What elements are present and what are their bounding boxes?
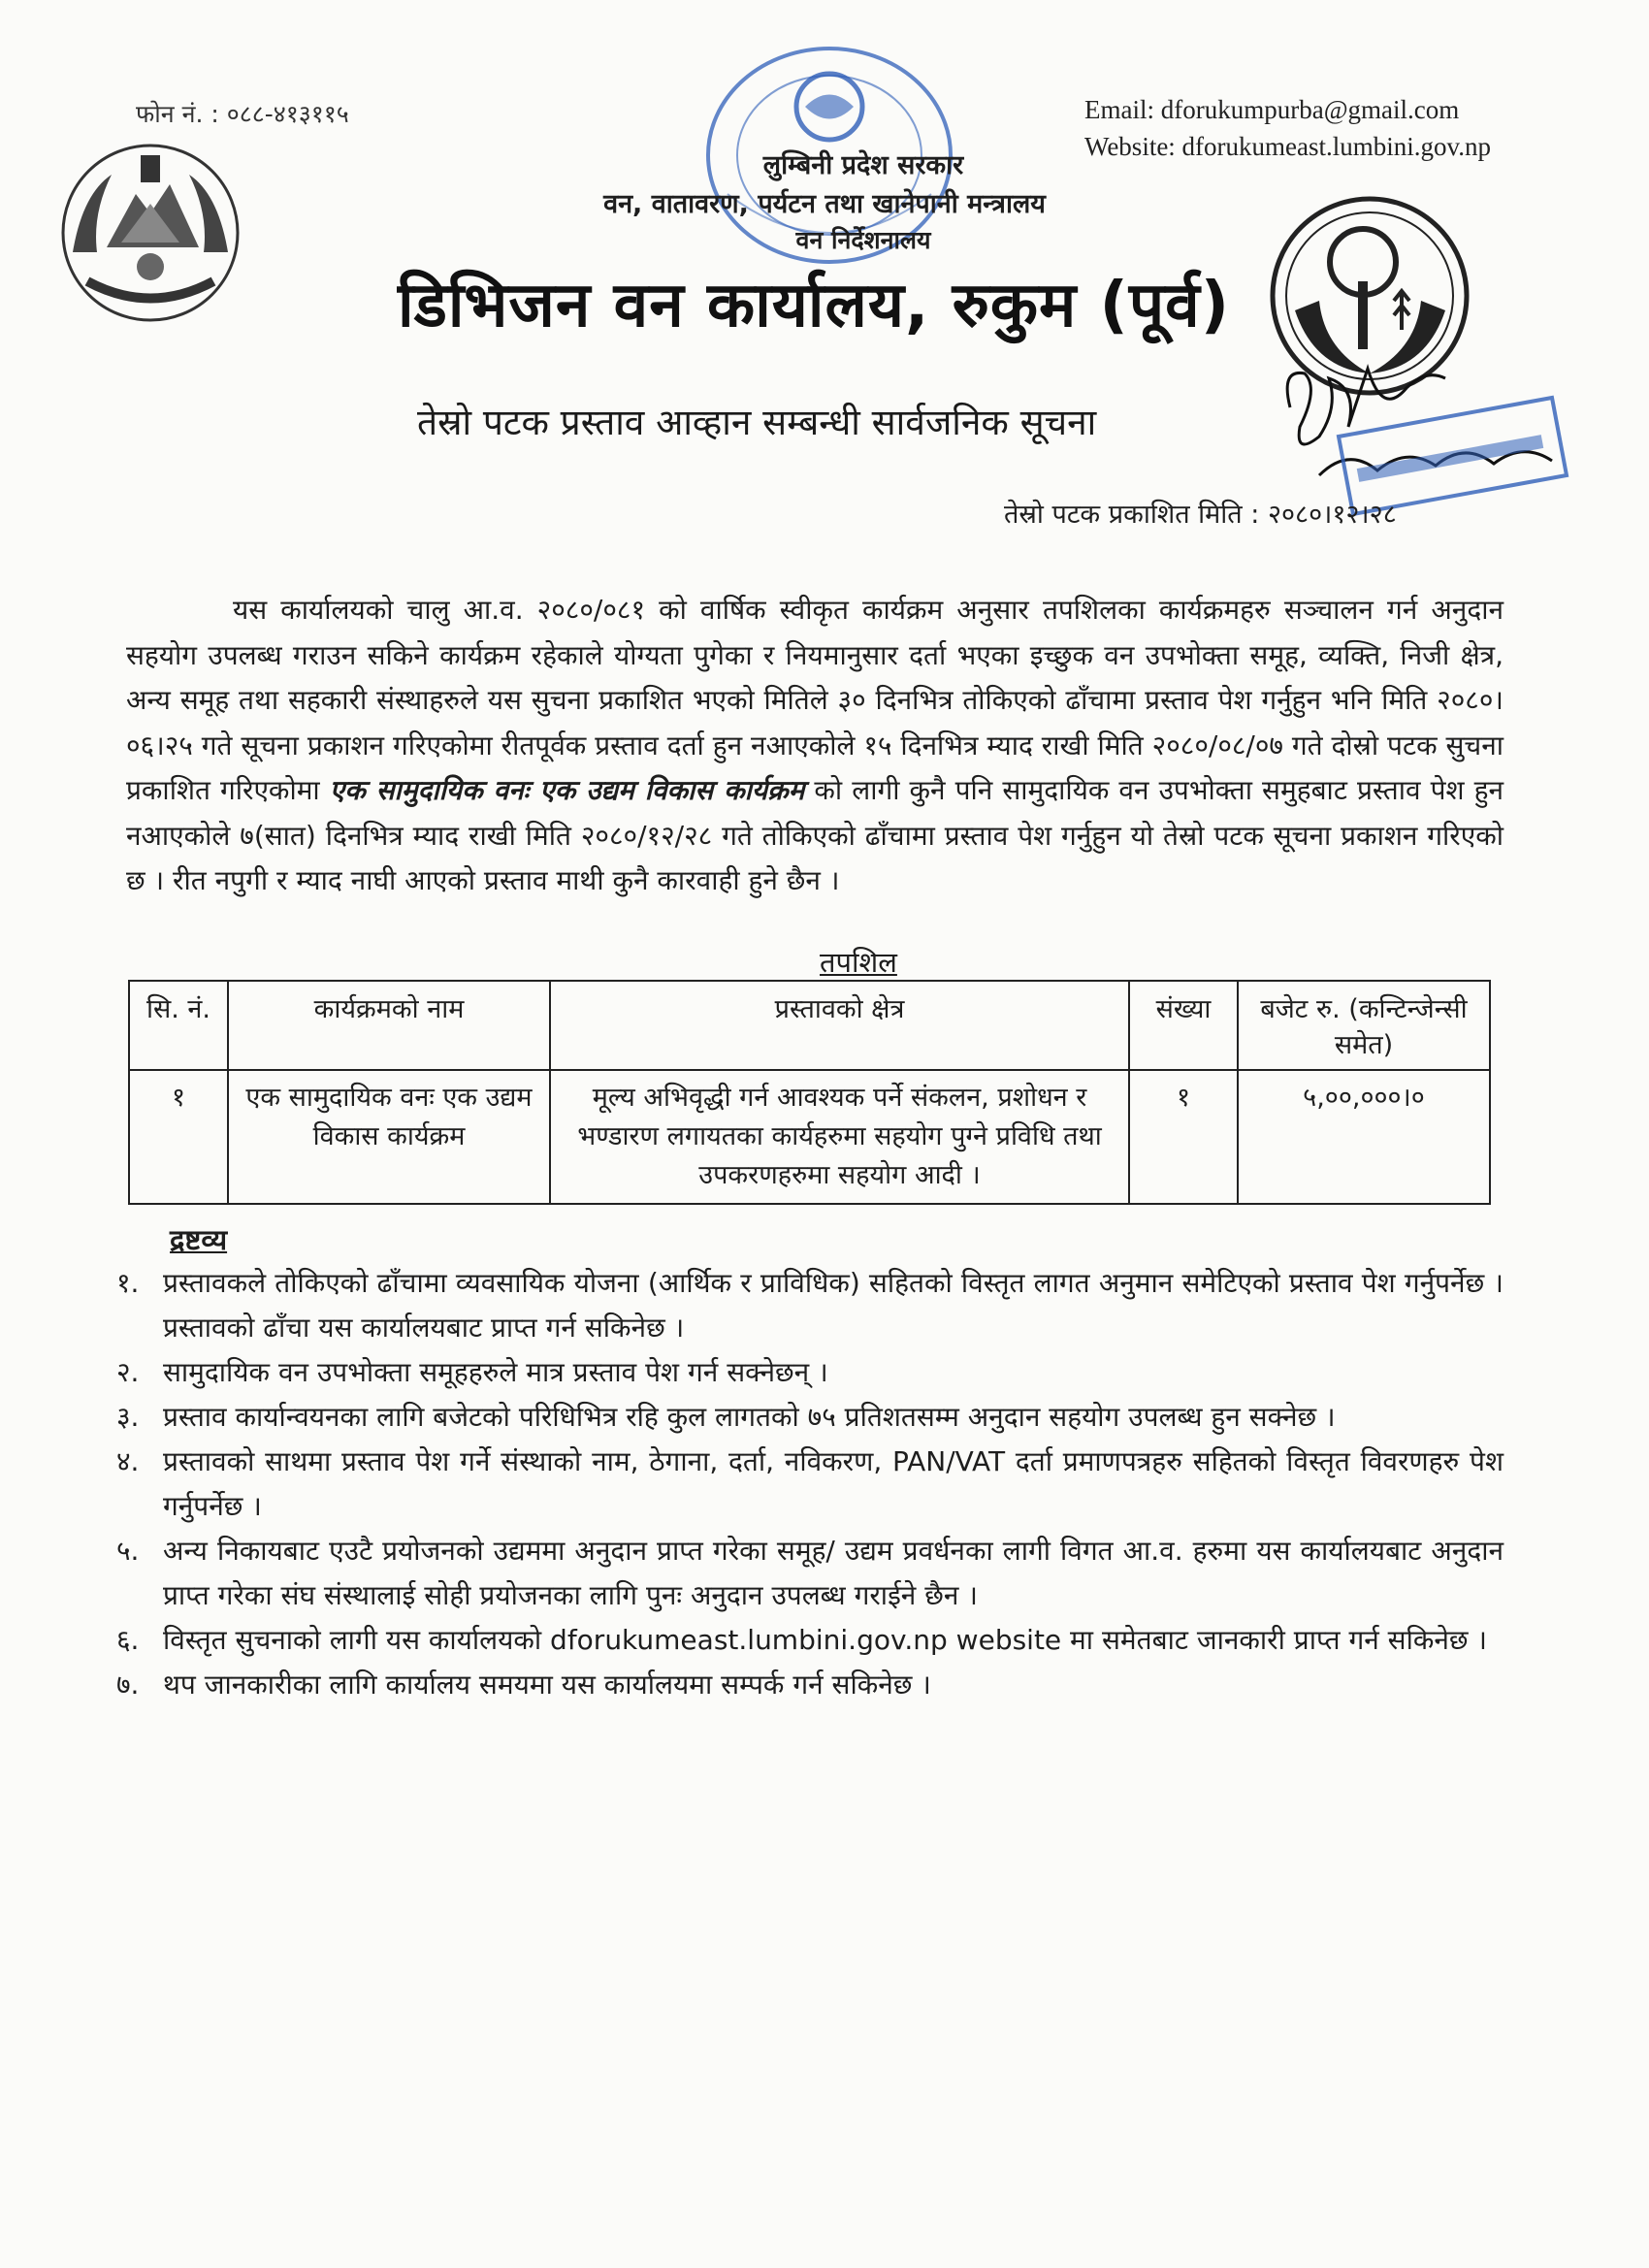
notes-list (116, 1261, 1504, 1707)
notice-body (126, 588, 1504, 904)
list-item: ७. थप जानकारीका लागि कार्यालय समयमा यस कार्यालयमा सम्पर्क गर्न सकिनेछ । (116, 1669, 931, 1701)
row-serial: १ (129, 1070, 228, 1204)
notice-body-part1: यस कार्यालयको चालु आ.व. २०८०/०८१ को वार्षिक स्वीकृत कार्यक्रम अनुसार तपशिलका कार्यक्रमहरु सञ्चालन गर्न अनुदान सहयोग उपलब्ध गराउन सकिने कार्यक्रम रहेकाले योग्यता पुगेका र नियमानुसार दर्ता भएका इच्छुक वन उपभोक्ता समूह, व्यक्ति, निजी क्षेत्र, अन्य समूह तथा सहकारी संस्थाहरुले यस सुचना प्रकाशित भएको मितिले ३० दिनभित्र तोकिएको ढाँचामा प्रस्ताव पेश गर्नुहुन भनि मिति २०८०।०६।२५ गते सूचना प्रकाशन गरिएकोमा रीतपूर्वक प्रस्ताव दर्ता हुन नआएकोले १५ दिनभित्र म्याद राखी मिति २०८०/०८/०७ गते दोस्रो पटक सुचना प्रकाशित गरिएकोमा (126, 594, 1504, 806)
row-count: १ (1129, 1070, 1238, 1204)
table-header-row (129, 981, 1490, 1070)
email-address: Email: dforukumpurba@gmail.com (1084, 95, 1460, 124)
column-header: कार्यक्रमको नाम (228, 981, 550, 1070)
schedule-table (128, 980, 1491, 1205)
publish-date: तेस्रो पटक प्रकाशित मिति : २०८०।१२।२८ (1004, 500, 1397, 530)
column-header: प्रस्तावको क्षेत्र (550, 981, 1129, 1070)
program-name-emphasis: एक सामुदायिक वनः एक उद्यम विकास कार्यक्रम (329, 774, 805, 806)
list-item: ५. अन्य निकायबाट एउटै प्रयोजनको उद्यममा अनुदान प्राप्त गरेका समूह/ उद्यम प्रवर्धनका लागी विगत आ.व. हरुमा यस कार्यालयबाट अनुदान प्राप्त गरेका संघ संस्थालाई सोही प्रयोजनका लागि पुनः अनुदान उपलब्ध गराईने छैन । (116, 1535, 1504, 1611)
ministry-name: वन, वातावरण, पर्यटन तथा खानेपानी मन्त्रालय (603, 189, 1046, 219)
list-item: १. प्रस्तावकले तोकिएको ढाँचामा व्यवसायिक योजना (आर्थिक र प्राविधिक) सहितको विस्तृत लागत अनुमान समेटिएको प्रस्ताव पेश गर्नुपर्नेछ । प्रस्तावको ढाँचा यस कार्यालयबाट प्राप्त गर्न सकिनेछ । (116, 1267, 1504, 1344)
list-item: ६. विस्तृत सुचनाको लागी यस कार्यालयको dforukumeast.lumbini.gov.np website मा समेतबाट जानकारी प्राप्त गर्न सकिनेछ । (116, 1624, 1488, 1656)
notice-body-part2: को लागी कुनै पनि सामुदायिक वन उपभोक्ता समुहबाट प्रस्ताव पेश हुन नआएकोले ७(सात) दिनभित्र म्याद राखी मिति २०८०/१२/२८ गते तोकिएको ढाँचामा प्रस्ताव पेश गर्नुहुन यो तेस्रो पटक सूचना प्रकाशन गरिएको छ । रीत नपुगी र म्याद नाघी आएको प्रस्ताव माथी कुनै कारवाही हुने छैन । (126, 774, 1504, 896)
schedule-heading: तपशिल (820, 946, 897, 979)
column-header: सि. नं. (129, 981, 228, 1070)
list-item: २. सामुदायिक वन उपभोक्ता समूहहरुले मात्र प्रस्ताव पेश गर्न सक्नेछन् । (116, 1356, 828, 1388)
office-name: डिभिजन वन कार्यालय, रुकुम (पूर्व) (398, 270, 1231, 341)
notice-title: तेस्रो पटक प्रस्ताव आव्हान सम्बन्धी सार्वजनिक सूचना (417, 402, 1097, 443)
row-budget: ५,००,०००।० (1238, 1070, 1490, 1204)
column-header: संख्या (1129, 981, 1238, 1070)
table-row (129, 1070, 1490, 1204)
website-address: Website: dforukumeast.lumbini.gov.np (1084, 132, 1492, 161)
row-program: एक सामुदायिक वनः एक उद्यम विकास कार्यक्रम (228, 1070, 550, 1204)
notes-heading: द्रष्टव्य (170, 1223, 228, 1256)
column-header: बजेट रु. (कन्टिन्जेन्सी समेत) (1238, 981, 1490, 1070)
list-item: ४. प्रस्तावको साथमा प्रस्ताव पेश गर्ने संस्थाको नाम, ठेगाना, दर्ता, नविकरण, PAN/VAT दर्ता प्रमाणपत्रहरु सहितको विस्तृत विवरणहरु पेश गर्नुपर्नेछ । (116, 1445, 1504, 1522)
phone-number: फोन नं. : ०८८-४१३११५ (136, 100, 349, 128)
department-name: वन निर्देशनालय (795, 226, 931, 254)
province-name: लुम्बिनी प्रदेश सरकार (762, 150, 964, 180)
list-item: ३. प्रस्ताव कार्यान्वयनका लागि बजेटको परिधिभित्र रहि कुल लागतको ७५ प्रतिशतसम्म अनुदान सहयोग उपलब्ध हुन सक्नेछ । (116, 1401, 1336, 1433)
row-area: मूल्य अभिवृद्धी गर्न आवश्यक पर्ने संकलन, प्रशोधन र भण्डारण लगायतका कार्यहरुमा सहयोग पुग्ने प्रविधि तथा उपकरणहरुमा सहयोग आदी । (550, 1070, 1129, 1204)
